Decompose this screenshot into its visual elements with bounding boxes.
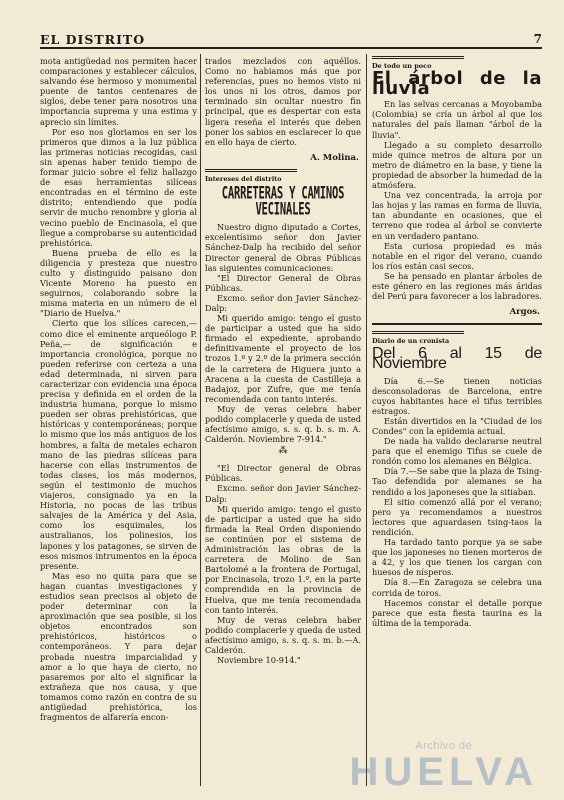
paragraph: Hacemos constar el detalle porque parece que esta fiesta taurina es la última de la temporada. bbox=[372, 597, 542, 628]
section-kicker: Diario de un cronista bbox=[372, 331, 464, 346]
article-headline: Del 6 al 15 de Noviembre bbox=[372, 345, 542, 373]
masthead-title: EL DISTRITO bbox=[40, 32, 146, 47]
paragraph: El sitio comenzó allá por el verano; pero ya recomendamos a nuestros lectores que aguardasen tsing-taos la rendición. bbox=[372, 496, 542, 537]
paragraph: Por eso nos gloriamos en ser los primeros que dimos a la luz pública las primeras noticias recogidas, casi sin apenas haber tenido tiempo de formar juicio sobre el feliz hallazgo de esas herramientas silíceas encontradas en el término de este distrito; entendiendo que podía servir de mucho renombre y gloria al vecino pueblo de Encinasola, el que llegue a comprobarse su autenticidad prehistórica. bbox=[40, 126, 197, 248]
watermark-line: Archivo de bbox=[415, 740, 473, 752]
article-headline: CARRETERAS Y CAMINOS VECINALES bbox=[221, 184, 345, 220]
paragraph: Día 6.—Se tienen noticias desconsoladoras de Barcelona, entre cuyos habitantes hace el tifus terribles estragos. bbox=[372, 375, 542, 416]
paragraph: Buena prueba de ello es la diligencia y presteza que nuestro culto y distinguido paisano don Vicente Moreno ha puesto en seguirnos, colaborando sobre la misma materia en un número de el "Diario de Huelva." bbox=[40, 247, 197, 319]
paragraph: "El Director general de Obras Públicas. bbox=[205, 463, 361, 484]
paragraph: Nuestro digno diputado a Cortes, excelentísimo señor don Javier Sánchez-Dalp ha recibido del señor Director general de Obras Públicas las siguientes comunicaciones: bbox=[205, 222, 361, 273]
paragraph: Noviembre 10-914." bbox=[217, 655, 301, 666]
paragraph: Llegado a su completo desarrollo mide quince metros de altura por un metro de diámetro en la base, y tiene la propiedad de absorber la humedad de la atmósfera. bbox=[372, 139, 542, 191]
page-header bbox=[40, 32, 542, 48]
paragraph: "El Director General de Obras Públicas. bbox=[205, 272, 361, 293]
column-3 bbox=[372, 56, 542, 628]
paragraph: trados mezclados con aquéllos. Como no habiamos más que por referencias, pues no hemos visto ni los unos ni los otros, damos por terminado sin ocultar nuestro fin principal, que es despertar con esta ligera reseña el interés que deben poner los sabios en esclarecer lo que en ello haya de cierto. bbox=[205, 56, 361, 147]
paragraph: Día 7.—Se sabe que la plaza de Tsing-Tao defendida por alemanes se ha rendido a los japoneses que la sitiaban. bbox=[372, 466, 542, 497]
paragraph: Esta curiosa propiedad es más notable en el rigor del verano, cuando los ríos están casi secos. bbox=[372, 240, 542, 271]
paragraph: Cierto que los silíces carecen,—como dice el eminente arqueólogo P. Peña,— de significación e importancia cronológica, porque no pueden referirse con certeza a una edad determinada, ni sirven para caracterizar con evidencia una época precisa y definida en el orden de la industria humana, porque lo mismo pueden ser obras prehistóricas, que históricas y contemporáneas; porque lo mismo que los más antiguos de los hombres, a falta de metales echaron mano de las piedras silíceas para hacerse con ellas instrumentos de todas clases, los más modernos, según el testimonio de muchos viajeros, consignado ya en la Historia, no pocas de las tribus salvajes de la América y del Asia, como los esquimales, los australianos, los polinesios, los lapones y los patagones, se sirven de esos mismos intrumentos en la época presente. bbox=[40, 318, 197, 571]
paragraph: Una vez concentrada, la arroja por las hojas y las ramas en forma de lluvia, tan abundante en ocasiones, que el terreno que rodea al árbol se convierte en un verdadero pantano. bbox=[372, 190, 542, 241]
column-1-article-continuation bbox=[40, 56, 197, 722]
archive-watermark bbox=[349, 740, 538, 792]
section-rule bbox=[372, 323, 542, 325]
paragraph: Se ha pensado en plantar árboles de este género en las regiones más áridas del Perú para favorecer a los labradores. bbox=[372, 270, 542, 302]
paragraph: Están divertidos en la "Ciudad de los Condes" con la epidemia actual. bbox=[372, 415, 542, 436]
paragraph: Mi querido amigo: tengo el gusto de participar a usted que ha sido firmada la Real Orden disponiendo se continúen por el sistema de Administración las obras de la carretera de Molino de San Bartolomé a la frontera de Portugal, por Encinasola, trozo 1.º, en la parte comprendida en la provincia de Huelva, que me tenía recomendada con tanto interés. bbox=[205, 503, 361, 615]
page-number: 7 bbox=[533, 32, 542, 46]
author-signature: Argos. bbox=[509, 307, 540, 318]
paragraph: Día 8.—En Zaragoza se celebra una corrida de toros. bbox=[372, 577, 542, 598]
section-kicker: De todo un poco bbox=[372, 56, 464, 71]
column-divider bbox=[366, 54, 367, 786]
column-divider bbox=[200, 54, 201, 786]
watermark-word: HUELVA bbox=[349, 750, 538, 794]
section-kicker: Intereses del distrito bbox=[205, 169, 297, 184]
paragraph: Excmo. señor don Javier Sánchez-Dalp: bbox=[205, 292, 361, 313]
article-headline: El árbol de la lluvia bbox=[372, 68, 542, 100]
paragraph: En las selvas cercanas a Moyobamba (Colombia) se cría un árbol al que los naturales del país llaman "árbol de la lluvia". bbox=[372, 99, 542, 140]
paragraph: De nada ha valido declararse neutral para que el enemigo Tifus se cuele de rondón como los alemanes en Bélgica. bbox=[372, 436, 542, 467]
paragraph: mota antigüedad nos permiten hacer comparaciones y establecer cálculos, salvando ése hermoso y monumental puente de tantos centenares de siglos, debe tener para nosotros una importancia suprema y una estima y aprecio sin límites. bbox=[40, 56, 197, 127]
asterism-separator: ⁂ bbox=[278, 446, 288, 457]
paragraph: Ha tardado tanto porque ya se sabe que los japoneses no tienen morteros de a 42, y los que tienen los cargan con huesos de nísperos. bbox=[372, 537, 542, 578]
paragraph: Muy de veras celebra haber podido complacerle y queda de usted afectísimo amigo, s. s. q. b. s. m. A. Calderón. Noviembre 7-914." bbox=[205, 403, 361, 445]
author-signature: A. Molina. bbox=[310, 152, 359, 163]
paragraph: Excmo. señor don Javier Sánchez-Dalp: bbox=[205, 483, 361, 504]
paragraph: Mi querido amigo: tengo el gusto de participar a usted que ha sido firmado el expediente, aprobando definitivamente el proyecto de los trozos 1.º y 2.º de la primera sección de la carretera de Higuera junto a Aracena a la cuesta de Castilleja a Badajoz, por Zufre, que me tenía recomendada con tanto interés. bbox=[205, 313, 361, 404]
paragraph: Muy de veras celebra haber podido complacerle y queda de usted afectísimo amigo, s. s. q. s. m. b.—A. Calderón. bbox=[205, 614, 361, 655]
header-rule bbox=[40, 47, 542, 49]
paragraph: Mas eso no quita para que se hagan cuantas investigaciones y estudios sean precisos al objeto de poder determinar con la aproximación que sea posible, si los objetos encontrados son prehistóricos, históricos o contemporáneos. Y para dejar probada nuestra imparcialidad y amor a lo que haya de cierto, no pasaremos por alto el significar la extrañeza que nos causa, y que tomamos como razón en contra de su antigüedad prehistórica, los fragmentos de alfarería encon- bbox=[40, 570, 197, 723]
column-2 bbox=[205, 56, 361, 665]
